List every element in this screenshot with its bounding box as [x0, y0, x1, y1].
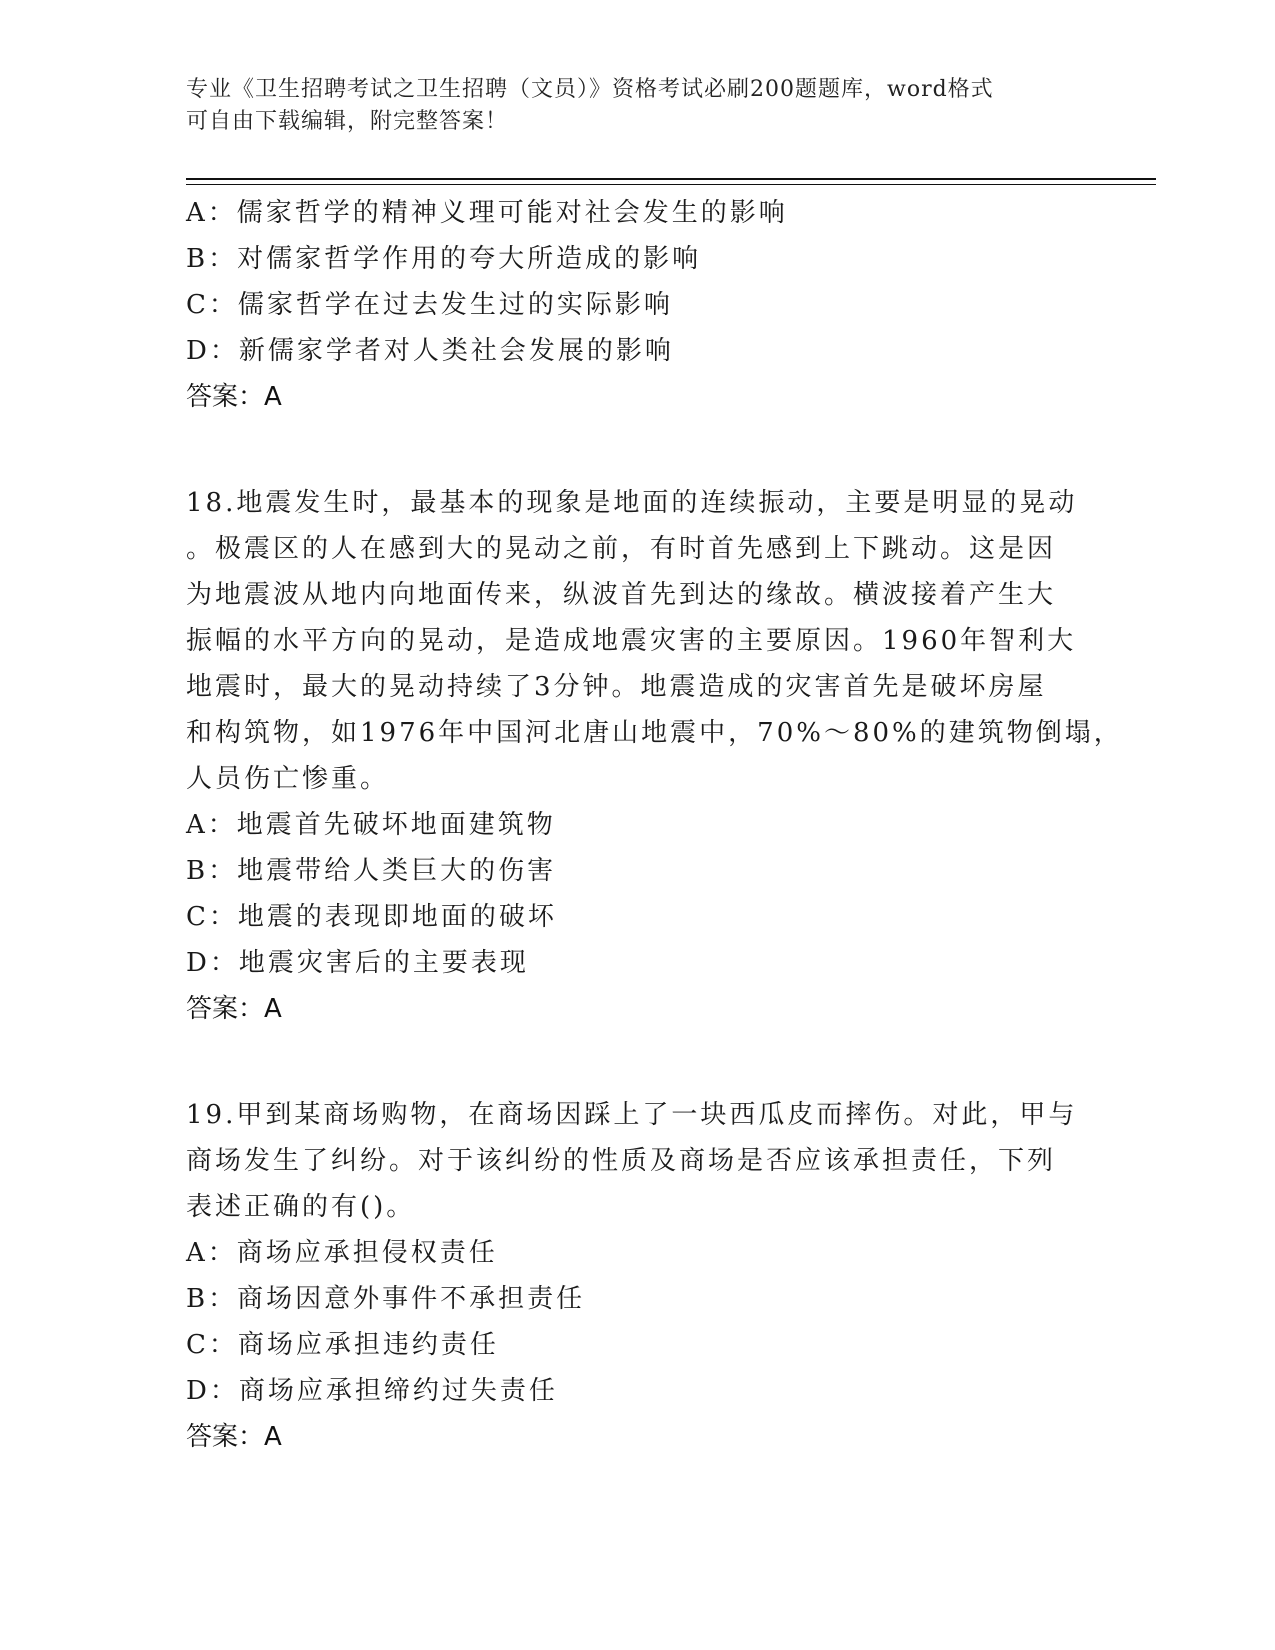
option-c: C：商场应承担违约责任 — [186, 1330, 499, 1360]
stem-line: 19.甲到某商场购物，在商场因踩上了一块西瓜皮而摔伤。对此，甲与 — [186, 1100, 1078, 1130]
header-line-2: 可自由下载编辑，附完整答案！ — [186, 109, 509, 134]
option-d: D：新儒家学者对人类社会发展的影响 — [186, 336, 674, 366]
option-b: B：商场因意外事件不承担责任 — [186, 1284, 586, 1314]
stem-line: 人员伤亡惨重。 — [186, 764, 390, 794]
stem-line: 表述正确的有()。 — [186, 1192, 416, 1222]
document-body — [186, 190, 1123, 1460]
answer-line: 答案：A — [186, 1422, 282, 1452]
stem-line: 为地震波从地内向地面传来，纵波首先到达的缘故。横波接着产生大 — [186, 580, 1057, 610]
option-d: D：商场应承担缔约过失责任 — [186, 1376, 558, 1406]
spacer — [186, 420, 1086, 480]
header-divider-thin — [186, 184, 1156, 185]
answer-line: 答案：A — [186, 382, 282, 412]
stem-line: 振幅的水平方向的晃动，是造成地震灾害的主要原因。1960年智利大 — [186, 626, 1077, 656]
header-divider-thick — [186, 178, 1156, 180]
question-stem — [186, 480, 1123, 802]
option-a: A：地震首先破坏地面建筑物 — [186, 810, 556, 840]
question-19 — [186, 1092, 1086, 1460]
option-c: C：地震的表现即地面的破坏 — [186, 902, 557, 932]
stem-line: 商场发生了纠纷。对于该纠纷的性质及商场是否应该承担责任，下列 — [186, 1146, 1057, 1176]
header-line-1: 专业《卫生招聘考试之卫生招聘（文员）》资格考试必刷200题题库，word格式 — [186, 77, 994, 102]
option-a: A：商场应承担侵权责任 — [186, 1238, 498, 1268]
document-header — [186, 74, 1066, 138]
answer-line: 答案：A — [186, 994, 282, 1024]
option-b: B：对儒家哲学作用的夸大所造成的影响 — [186, 244, 702, 274]
option-c: C：儒家哲学在过去发生过的实际影响 — [186, 290, 673, 320]
stem-line: 。极震区的人在感到大的晃动之前，有时首先感到上下跳动。这是因 — [186, 534, 1057, 564]
question-stem — [186, 1092, 1086, 1230]
stem-line: 和构筑物，如1976年中国河北唐山地震中，70%～80%的建筑物倒塌， — [186, 718, 1123, 748]
option-d: D：地震灾害后的主要表现 — [186, 948, 529, 978]
option-a: A：儒家哲学的精神义理可能对社会发生的影响 — [186, 198, 788, 228]
option-b: B：地震带给人类巨大的伤害 — [186, 856, 557, 886]
stem-line: 18.地震发生时，最基本的现象是地面的连续振动，主要是明显的晃动 — [186, 488, 1078, 518]
spacer — [186, 1032, 1086, 1092]
question-17-tail — [186, 190, 1086, 420]
stem-line: 地震时，最大的晃动持续了3分钟。地震造成的灾害首先是破坏房屋 — [186, 672, 1047, 702]
question-18 — [186, 480, 1123, 1032]
